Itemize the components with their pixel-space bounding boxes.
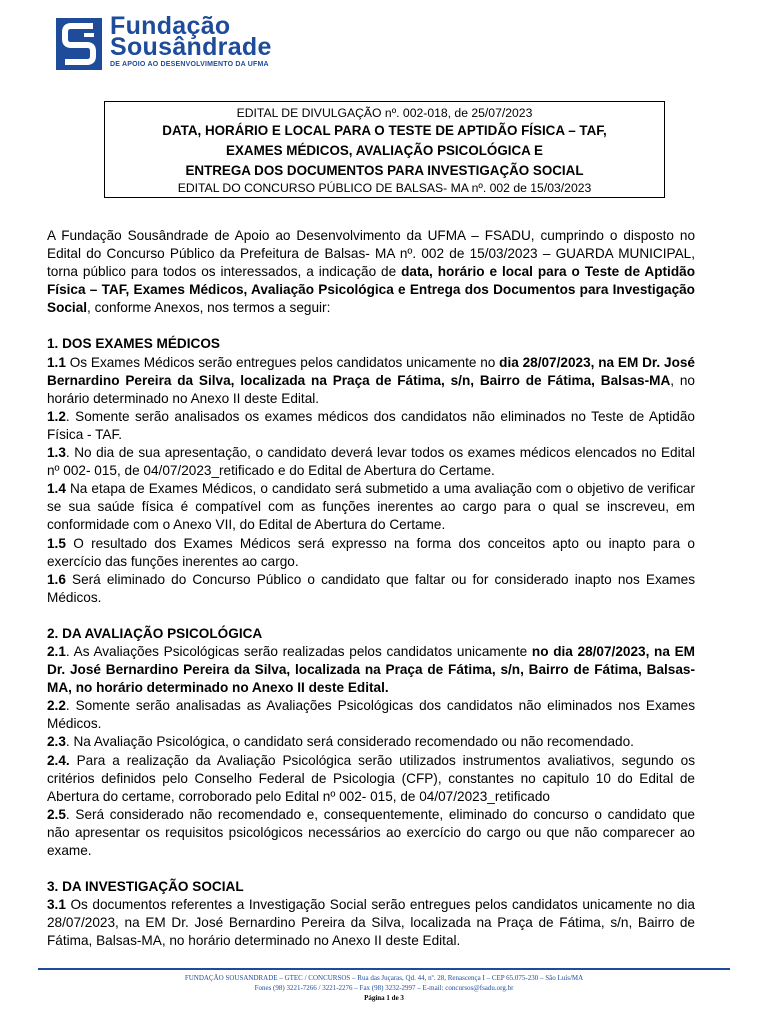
item-number: 2.4. bbox=[47, 752, 70, 768]
item-number: 1.4 bbox=[47, 481, 66, 497]
item-number: 1.5 bbox=[47, 535, 66, 551]
item-1-2 bbox=[47, 408, 695, 444]
logo-title-line2: Sousândrade bbox=[110, 33, 272, 61]
fs-logo-icon bbox=[56, 18, 102, 70]
item-text: Os Exames Médicos serão entregues pelos candidatos unicamente no bbox=[65, 354, 500, 370]
intro-text-1: A Fundação Sousândrade de Apoio ao Desenvolvimento da UFMA – FSADU, cumprindo o disposto no Edital do Concurso Público da Prefeitura de Balsas- MA nº. 002 de 15/03/2023 – GUARDA MUNICIPAL, torna público para todos os interessados, a indicação de bbox=[47, 228, 695, 280]
item-text: . Somente serão analisados os exames médicos dos candidatos não eliminados no Teste de Aptidão Física - TAF. bbox=[47, 408, 695, 442]
item-text: Os documentos referentes a Investigação Social serão entregues pelos candidatos unicamente no dia 28/07/2023, na EM Dr. José Bernardino Pereira da Silva, localizada na Praça de Fátima, s/n, Bairro de Fátima, Balsas-MA, no horário determinado no Anexo II deste Edital. bbox=[47, 897, 695, 949]
edital-title-line1: DATA, HORÁRIO E LOCAL PARA O TESTE DE APTIDÃO FÍSICA – TAF, bbox=[162, 123, 607, 138]
item-2-1 bbox=[47, 643, 695, 697]
item-1-4 bbox=[47, 480, 695, 534]
item-number: 2.1 bbox=[47, 643, 66, 659]
item-number: 1.3 bbox=[47, 445, 66, 461]
item-2-5 bbox=[47, 806, 695, 860]
logo-title-line1: Fundação bbox=[110, 12, 231, 40]
item-1-3 bbox=[47, 444, 695, 480]
intro-bold: data, horário e local para o Teste de Aptidão Física – TAF, Exames Médicos, Avaliação Psicológica e Entrega dos Documentos para Investigação Social bbox=[47, 264, 696, 316]
item-text: . No dia de sua apresentação, o candidato deverá levar todos os exames médicos elencados no Edital nº 002- 015, de 04/07/2023_retificado e do Edital de Abertura do Certame. bbox=[47, 445, 695, 479]
section-2-title: 2. DA AVALIAÇÃO PSICOLÓGICA bbox=[47, 625, 263, 641]
item-1-6 bbox=[47, 571, 695, 607]
item-1-1 bbox=[47, 354, 695, 408]
page-number: Página 1 de 3 bbox=[364, 994, 404, 1002]
intro-paragraph bbox=[47, 227, 695, 317]
item-number: 3.1 bbox=[47, 897, 66, 913]
edital-title-line2: EXAMES MÉDICOS, AVALIAÇÃO PSICOLÓGICA E bbox=[226, 143, 543, 158]
item-number: 1.6 bbox=[47, 571, 66, 587]
item-number: 2.5 bbox=[47, 806, 66, 822]
item-text: Para a realização da Avaliação Psicológica serão utilizados instrumentos avaliativos, segundo os critérios definidos pelo Conselho Federal de Psicologia (CFP), constantes no capitulo 10 do Edital de Abertura do certame, corroborado pelo Edital nº 002- 015, de 04/07/2023_retificado bbox=[47, 752, 695, 804]
fundacao-sousandrade-logo bbox=[56, 12, 272, 70]
footer-contact: Fones (98) 3221-7266 / 3221-2276 – Fax (98) 3232-2997 – E-mail: concursos@fsadu.org.br bbox=[254, 984, 514, 992]
item-text: . Somente serão analisadas as Avaliações Psicológicas dos candidatos não eliminados nos Exames Médicos. bbox=[47, 698, 695, 732]
item-2-4 bbox=[47, 752, 695, 806]
footer-address: FUNDAÇÃO SOUSANDRADE – GTEC / CONCURSOS – Rua das Juçaras, Qd. 44, nº. 28, Renascença I – CEP 65.075-230 – São Luís/MA bbox=[184, 974, 584, 982]
logo-tagline: DE APOIO AO DESENVOLVIMENTO DA UFMA bbox=[110, 61, 269, 68]
item-text: O resultado dos Exames Médicos será expresso na forma dos conceitos apto ou inapto para o exercício das funções inerentes ao cargo. bbox=[47, 535, 695, 569]
section-1-title: 1. DOS EXAMES MÉDICOS bbox=[47, 336, 220, 352]
edital-reference: EDITAL DO CONCURSO PÚBLICO DE BALSAS- MA nº. 002 de 15/03/2023 bbox=[177, 181, 592, 195]
edital-header-box bbox=[104, 101, 665, 198]
item-text: . Na Avaliação Psicológica, o candidato será considerado recomendado ou não recomendado. bbox=[65, 734, 634, 750]
edital-number: EDITAL DE DIVULGAÇÃO nº. 002-018, de 25/07/2023 bbox=[236, 106, 533, 120]
item-text: , no horário determinado no Anexo II deste Edital. bbox=[47, 372, 695, 406]
item-2-3 bbox=[47, 733, 695, 751]
item-number: 2.3 bbox=[47, 734, 66, 750]
item-number: 1.2 bbox=[47, 408, 66, 424]
item-number: 2.2 bbox=[47, 698, 66, 714]
document-body bbox=[47, 227, 695, 950]
edital-title-line3: ENTREGA DOS DOCUMENTOS PARA INVESTIGAÇÃO SOCIAL bbox=[185, 163, 584, 178]
item-number: 1.1 bbox=[47, 354, 66, 370]
page-footer bbox=[0, 973, 768, 1003]
item-bold-text: no dia 28/07/2023, na EM Dr. José Bernardino Pereira da Silva, localizada na Praça de Fátima, s/n, Bairro de Fátima, Balsas-MA, no horário determinado no Anexo II deste Edital. bbox=[47, 643, 695, 696]
item-text: . Será considerado não recomendado e, consequentemente, eliminado do concurso o candidato que não apresentar os requisitos psicológicos necessários ao exercício do cargo ou que não comparecer ao exame. bbox=[47, 806, 695, 858]
item-3-1 bbox=[47, 896, 695, 950]
item-text: Na etapa de Exames Médicos, o candidato será submetido a uma avaliação com o objetivo de verificar se sua saúde física é compatível com as funções inerentes ao cargo para o qual se inscreveu, em conformidade com o Anexo VII, do Edital de Abertura do Certame. bbox=[47, 481, 695, 533]
intro-text-2: , conforme Anexos, nos termos a seguir: bbox=[87, 300, 331, 316]
item-1-5 bbox=[47, 535, 695, 571]
item-text: Será eliminado do Concurso Público o candidato que faltar ou for considerado inapto nos Exames Médicos. bbox=[47, 571, 695, 605]
section-3-title: 3. DA INVESTIGAÇÃO SOCIAL bbox=[47, 879, 244, 895]
footer-divider bbox=[38, 968, 730, 970]
item-2-2 bbox=[47, 697, 695, 733]
item-bold-text: dia 28/07/2023, na EM Dr. José Bernardino Pereira da Silva, localizada na Praça de Fátima, s/n, Bairro de Fátima, Balsas-MA bbox=[47, 354, 695, 388]
item-text: . As Avaliações Psicológicas serão realizadas pelos candidatos unicamente bbox=[65, 643, 532, 659]
